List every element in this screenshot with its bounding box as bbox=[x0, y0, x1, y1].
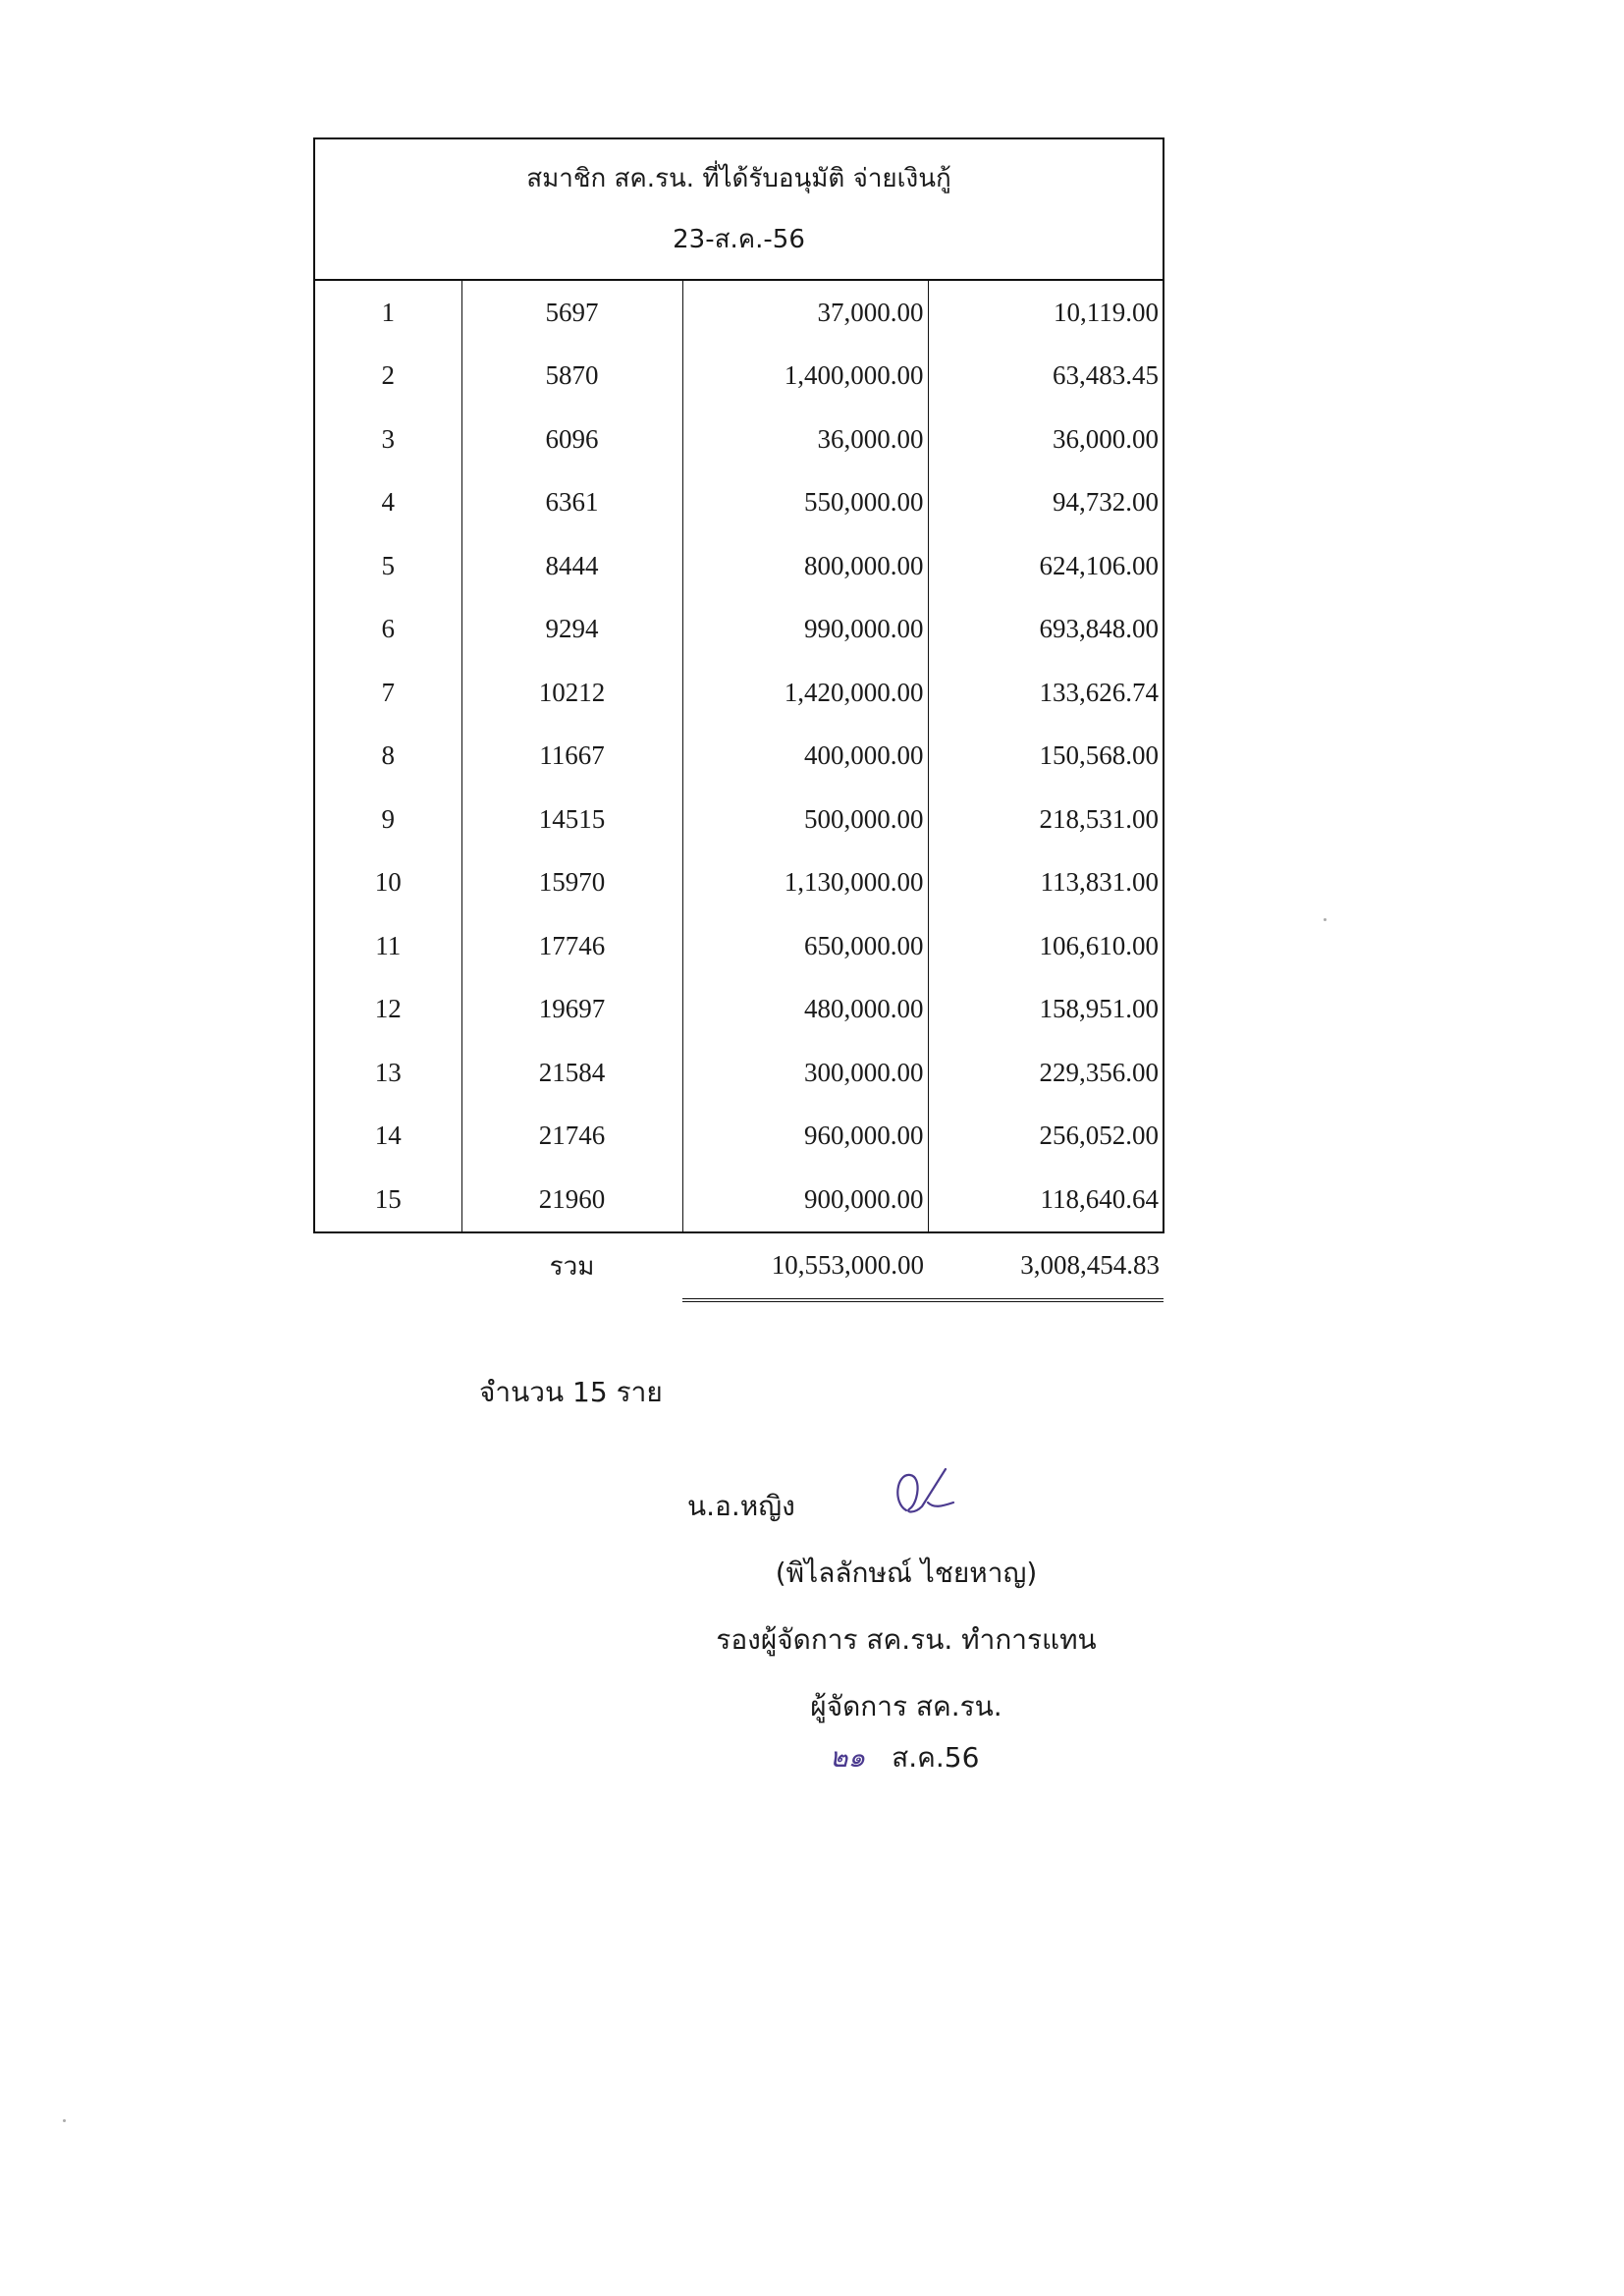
net-amount: 158,951.00 bbox=[928, 978, 1164, 1042]
net-amount: 118,640.64 bbox=[928, 1168, 1164, 1232]
net-amount: 36,000.00 bbox=[928, 408, 1164, 471]
approved-amount: 990,000.00 bbox=[682, 598, 928, 662]
row-number: 6 bbox=[314, 598, 461, 662]
approved-amount: 1,400,000.00 bbox=[682, 345, 928, 409]
signature-date-printed: ส.ค.56 bbox=[892, 1741, 980, 1774]
row-number: 2 bbox=[314, 345, 461, 409]
net-amount: 229,356.00 bbox=[928, 1041, 1164, 1105]
loan-approval-table bbox=[313, 137, 1164, 1302]
row-number: 4 bbox=[314, 471, 461, 535]
member-id: 8444 bbox=[461, 534, 682, 598]
signature-date bbox=[830, 1736, 979, 1779]
member-id: 21960 bbox=[461, 1168, 682, 1232]
table-row bbox=[314, 914, 1164, 978]
member-id: 6096 bbox=[461, 408, 682, 471]
net-amount: 624,106.00 bbox=[928, 534, 1164, 598]
member-id: 6361 bbox=[461, 471, 682, 535]
scan-speck bbox=[63, 2119, 66, 2122]
table-row bbox=[314, 661, 1164, 725]
approved-amount: 1,420,000.00 bbox=[682, 661, 928, 725]
total-spacer bbox=[314, 1232, 461, 1300]
member-id: 10212 bbox=[461, 661, 682, 725]
row-number: 15 bbox=[314, 1168, 461, 1232]
row-number: 11 bbox=[314, 914, 461, 978]
net-amount: 256,052.00 bbox=[928, 1105, 1164, 1169]
approved-amount: 1,130,000.00 bbox=[682, 851, 928, 915]
net-amount: 693,848.00 bbox=[928, 598, 1164, 662]
member-id: 14515 bbox=[461, 788, 682, 851]
row-number: 5 bbox=[314, 534, 461, 598]
member-id: 21584 bbox=[461, 1041, 682, 1105]
member-id: 5870 bbox=[461, 345, 682, 409]
document-title: สมาชิก สค.รน. ที่ได้รับอนุมัติ จ่ายเงินกู้ bbox=[526, 164, 951, 193]
net-amount: 63,483.45 bbox=[928, 345, 1164, 409]
row-number: 13 bbox=[314, 1041, 461, 1105]
approved-amount: 480,000.00 bbox=[682, 978, 928, 1042]
approved-amount: 650,000.00 bbox=[682, 914, 928, 978]
table-row bbox=[314, 788, 1164, 851]
approved-amount: 550,000.00 bbox=[682, 471, 928, 535]
table-row bbox=[314, 1041, 1164, 1105]
total-row bbox=[314, 1232, 1164, 1300]
row-number: 9 bbox=[314, 788, 461, 851]
table-row bbox=[314, 598, 1164, 662]
total-label: รวม bbox=[549, 1252, 595, 1282]
handwritten-signature bbox=[889, 1463, 967, 1526]
total-balance: 3,008,454.83 bbox=[928, 1232, 1164, 1300]
row-number: 12 bbox=[314, 978, 461, 1042]
table-row bbox=[314, 471, 1164, 535]
row-number: 10 bbox=[314, 851, 461, 915]
member-id: 21746 bbox=[461, 1105, 682, 1169]
row-number: 7 bbox=[314, 661, 461, 725]
approved-amount: 500,000.00 bbox=[682, 788, 928, 851]
approved-amount: 960,000.00 bbox=[682, 1105, 928, 1169]
table-row bbox=[314, 1105, 1164, 1169]
table-row bbox=[314, 408, 1164, 471]
member-id: 15970 bbox=[461, 851, 682, 915]
net-amount: 150,568.00 bbox=[928, 725, 1164, 789]
table-body bbox=[314, 280, 1164, 1232]
row-number: 14 bbox=[314, 1105, 461, 1169]
table-row bbox=[314, 1168, 1164, 1232]
net-amount: 10,119.00 bbox=[928, 280, 1164, 345]
approved-amount: 300,000.00 bbox=[682, 1041, 928, 1105]
member-id: 11667 bbox=[461, 725, 682, 789]
table-header bbox=[314, 138, 1164, 280]
table-row bbox=[314, 345, 1164, 409]
signer-position-2: ผู้จัดการ สค.รน. bbox=[810, 1690, 1002, 1722]
table-row bbox=[314, 534, 1164, 598]
net-amount: 218,531.00 bbox=[928, 788, 1164, 851]
row-number: 8 bbox=[314, 725, 461, 789]
table-row bbox=[314, 851, 1164, 915]
approved-amount: 36,000.00 bbox=[682, 408, 928, 471]
record-count: จำนวน 15 ราย bbox=[479, 1376, 663, 1408]
signer-name: (พิไลลักษณ์ ไชยหาญ) bbox=[775, 1557, 1038, 1589]
signature-date-handwritten: ๒๑ bbox=[830, 1741, 866, 1774]
member-id: 5697 bbox=[461, 280, 682, 345]
total-amount: 10,553,000.00 bbox=[682, 1232, 928, 1300]
net-amount: 106,610.00 bbox=[928, 914, 1164, 978]
approved-amount: 900,000.00 bbox=[682, 1168, 928, 1232]
approved-amount: 400,000.00 bbox=[682, 725, 928, 789]
approved-amount: 800,000.00 bbox=[682, 534, 928, 598]
document-date: 23-ส.ค.-56 bbox=[673, 225, 805, 254]
row-number: 1 bbox=[314, 280, 461, 345]
approved-amount: 37,000.00 bbox=[682, 280, 928, 345]
table-row bbox=[314, 978, 1164, 1042]
net-amount: 94,732.00 bbox=[928, 471, 1164, 535]
row-number: 3 bbox=[314, 408, 461, 471]
table-row bbox=[314, 725, 1164, 789]
table-row bbox=[314, 280, 1164, 345]
member-id: 9294 bbox=[461, 598, 682, 662]
signer-rank: น.อ.หญิง bbox=[687, 1490, 795, 1522]
signer-position: รองผู้จัดการ สค.รน. ทำการแทน bbox=[716, 1623, 1097, 1656]
member-id: 19697 bbox=[461, 978, 682, 1042]
net-amount: 113,831.00 bbox=[928, 851, 1164, 915]
net-amount: 133,626.74 bbox=[928, 661, 1164, 725]
scan-speck bbox=[1324, 918, 1326, 921]
member-id: 17746 bbox=[461, 914, 682, 978]
